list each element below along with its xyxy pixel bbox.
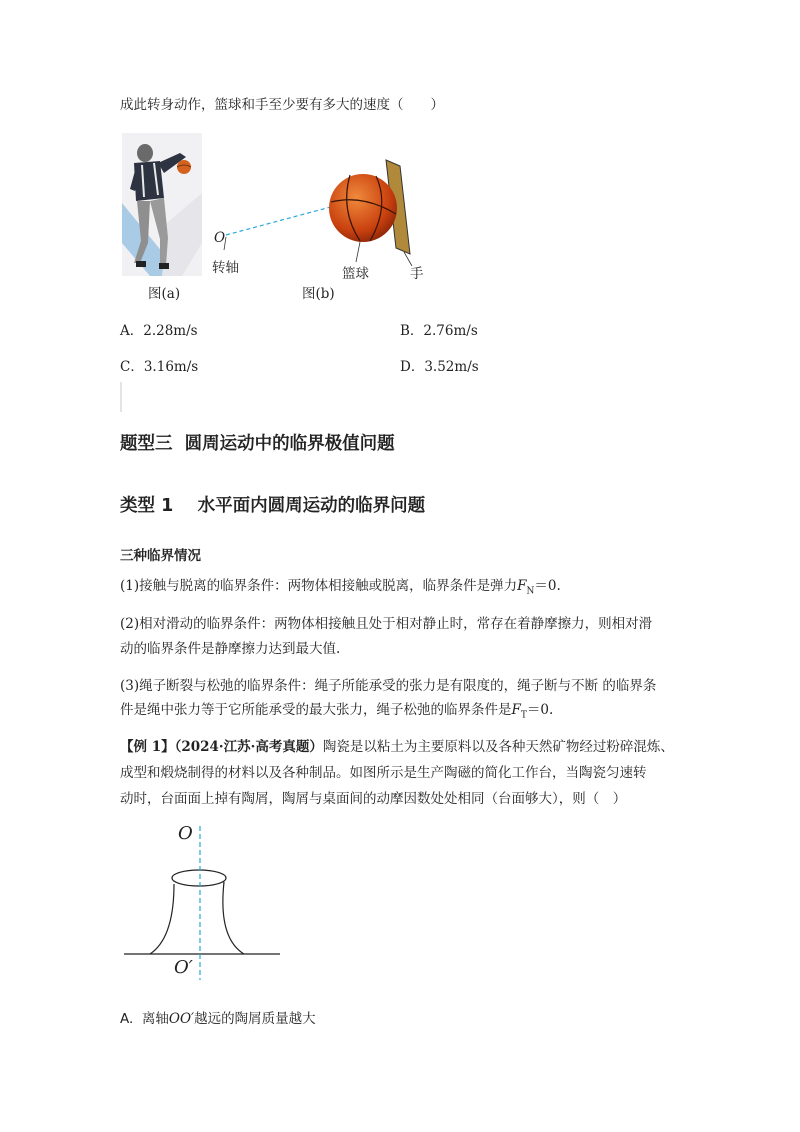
example-source: （2024·江苏·高考真题） (174, 739, 323, 755)
case-1 (120, 572, 561, 607)
option-b (400, 321, 478, 341)
figure-a-photo (122, 133, 202, 276)
subsection-title: 类型 1 水平面内圆周运动的临界问题 (120, 496, 426, 516)
pottery-diagram (120, 820, 290, 980)
option-text-post: 越远的陶屑质量越大 (194, 1011, 316, 1027)
ball-label: 篮球 (342, 266, 369, 282)
section-title: 题型三 圆周运动中的临界极值问题 (120, 434, 395, 454)
axis-letter-o: O (214, 230, 226, 246)
option-text: 3.16m/s (143, 359, 199, 375)
option-letter: B． (400, 323, 424, 339)
option-letter: D． (400, 359, 425, 375)
example-line-2: 成型和煅烧制得的材料以及各种制品。如图所示是生产陶磁的简化工作台，当陶瓷匀速转 (120, 765, 647, 781)
option-letter: A. (120, 1011, 134, 1027)
option-a (120, 321, 198, 341)
margin-mark (120, 382, 122, 412)
case-2-line-1: (2)相对滑动的临界条件：两物体相接触且处于相对静止时，常存在着静摩擦力，则相对滑 (120, 616, 653, 632)
option-text: 2.28m/s (143, 323, 198, 339)
option-d (400, 357, 479, 377)
option-letter: A． (120, 323, 144, 339)
example-tag: 【例 1】 (120, 739, 175, 755)
option-text: 离轴 (141, 1011, 169, 1027)
case-3-line-1: (3)绳子断裂与松弛的临界条件：绳子所能承受的张力是有限度的，绳子断与不断 的临界条 (120, 678, 657, 694)
option-text: 3.52m/s (424, 359, 479, 375)
figure-a-caption: 图(a) (148, 286, 181, 302)
example-line-1 (120, 733, 674, 762)
axis-bottom-label: O′ (174, 957, 193, 978)
case-3-text: 件是绳中张力等于它所能承受的最大张力，绳子松弛的临界条件是 (120, 702, 512, 718)
question-stem-tail: 成此转身动作，篮球和手至少要有多大的速度（ ） (120, 97, 444, 113)
case-3-var: F (511, 702, 521, 718)
option-var: OO′ (168, 1011, 195, 1027)
axis-top-label: O (178, 823, 193, 844)
case-3-line-2 (120, 696, 553, 731)
option-letter: C． (120, 359, 144, 375)
example-option-a (120, 1009, 316, 1029)
option-text: 2.76m/s (423, 323, 478, 339)
case-3-sub: T (520, 710, 527, 721)
case-3-post: ＝0. (526, 702, 554, 718)
case-1-text: (1)接触与脱离的临界条件：两物体相接触或脱离，临界条件是弹力 (120, 578, 518, 594)
example-line-3: 动时，台面面上掉有陶屑，陶屑与桌面间的动摩因数处处相同（台面够大），则（ ） (120, 791, 627, 807)
case-1-var: F (517, 578, 527, 594)
axis-label: 转轴 (212, 260, 239, 276)
case-1-sub: N (526, 586, 535, 597)
figure-b-caption: 图(b) (302, 286, 335, 302)
example-text-1: 陶瓷是以粘土为主要原料以及各种天然矿物经过粉碎混炼、 (322, 739, 674, 755)
case-1-post: ＝0. (534, 578, 561, 594)
option-c (120, 357, 198, 377)
hand-label: 手 (410, 266, 424, 282)
cases-heading: 三种临界情况 (120, 548, 201, 564)
case-2-line-2: 动的临界条件是静摩擦力达到最大值. (120, 641, 341, 657)
